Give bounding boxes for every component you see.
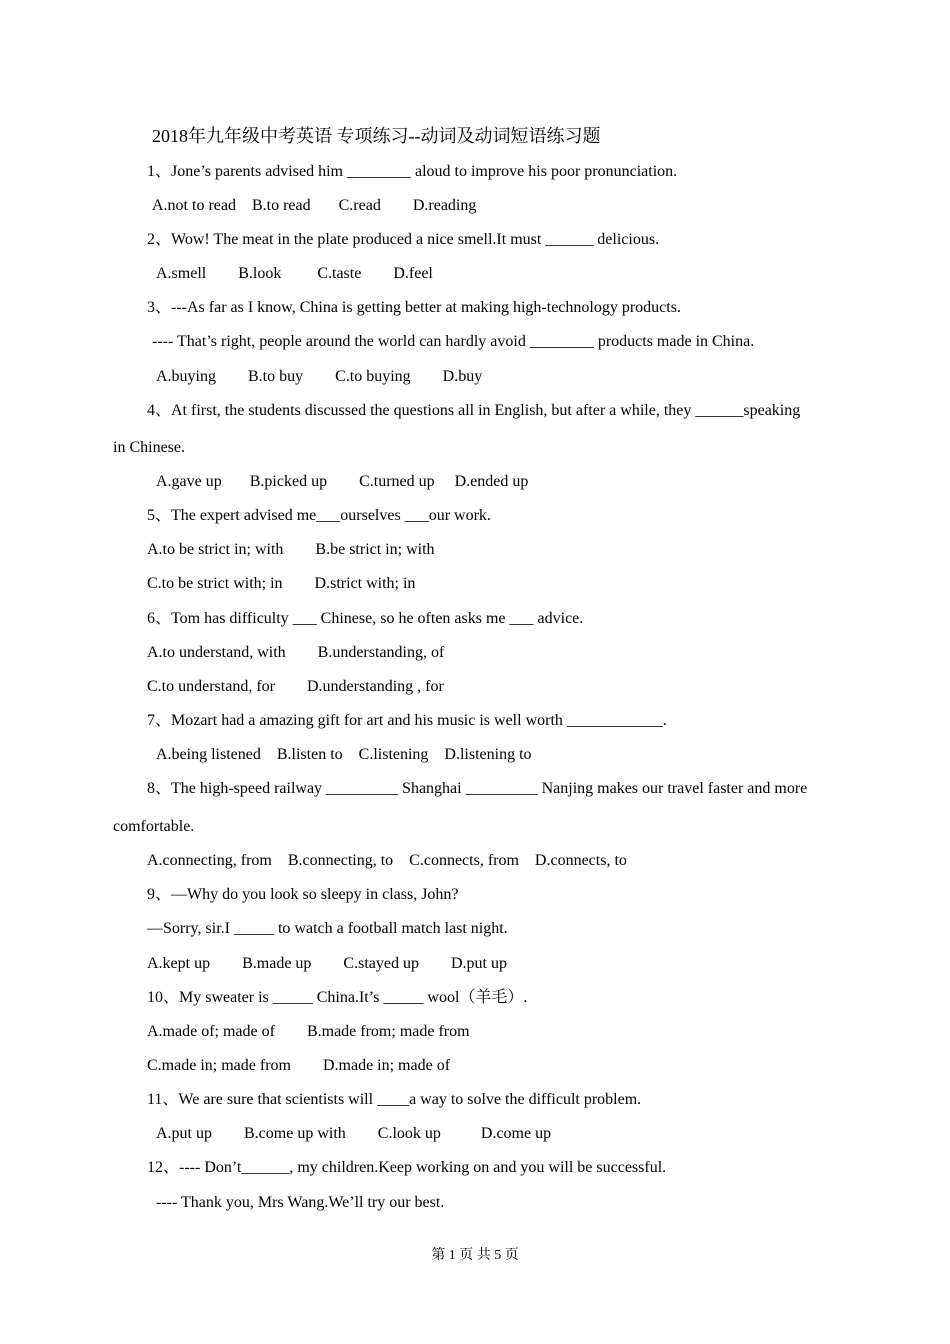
question-8-options: A.connecting, from B.connecting, to C.connects, from D.connects, to	[147, 852, 627, 869]
question-10-options-ab: A.made of; made of B.made from; made from	[147, 1023, 470, 1040]
question-1-options: A.not to read B.to read C.read D.reading	[152, 197, 477, 214]
question-8-continued: comfortable.	[113, 818, 195, 835]
question-12: 12、---- Don’t______, my children.Keep working on and you will be successful.	[147, 1159, 667, 1176]
question-9-options: A.kept up B.made up C.stayed up D.put up	[147, 955, 507, 972]
question-10-options-cd: C.made in; made from D.made in; made of	[147, 1057, 451, 1074]
question-5-options-ab: A.to be strict in; with B.be strict in; with	[147, 541, 435, 558]
question-6: 6、Tom has difficulty ___ Chinese, so he often asks me ___ advice.	[147, 610, 584, 627]
page-footer: 第 1 页 共 5 页	[431, 1248, 519, 1263]
question-2: 2、Wow! The meat in the plate produced a nice smell.It must ______ delicious.	[147, 231, 660, 248]
question-9: 9、—Why do you look so sleepy in class, John?	[147, 886, 459, 903]
question-12-reply: ---- Thank you, Mrs Wang.We’ll try our best.	[156, 1194, 445, 1211]
question-6-options-cd: C.to understand, for D.understanding , for	[147, 678, 444, 695]
question-9-reply: —Sorry, sir.I _____ to watch a football match last night.	[147, 920, 508, 937]
question-7: 7、Mozart had a amazing gift for art and his music is well worth ____________.	[147, 712, 667, 729]
question-3: 3、---As far as I know, China is getting better at making high-technology products.	[147, 299, 681, 316]
question-10: 10、My sweater is _____ China.It’s _____ wool（羊毛）.	[147, 989, 528, 1006]
question-11-options: A.put up B.come up with C.look up D.come up	[156, 1125, 552, 1142]
question-4-continued: in Chinese.	[113, 439, 185, 456]
question-3-reply: ---- That’s right, people around the world can hardly avoid ________ products made in China.	[152, 333, 755, 350]
question-5-options-cd: C.to be strict with; in D.strict with; in	[147, 575, 416, 592]
question-8: 8、The high-speed railway _________ Shanghai _________ Nanjing makes our travel faster and more	[147, 780, 808, 797]
question-4: 4、At first, the students discussed the questions all in English, but after a while, they ______speaking	[147, 402, 801, 419]
question-2-options: A.smell B.look C.taste D.feel	[156, 265, 433, 282]
question-4-options: A.gave up B.picked up C.turned up D.ended up	[156, 473, 529, 490]
question-7-options: A.being listened B.listen to C.listening D.listening to	[156, 746, 532, 763]
question-11: 11、We are sure that scientists will ____a way to solve the difficult problem.	[147, 1091, 642, 1108]
question-5: 5、The expert advised me___ourselves ___our work.	[147, 507, 491, 524]
question-1: 1、Jone’s parents advised him ________ aloud to improve his poor pronunciation.	[147, 163, 678, 180]
question-3-options: A.buying B.to buy C.to buying D.buy	[156, 368, 483, 385]
question-6-options-ab: A.to understand, with B.understanding, of	[147, 644, 445, 661]
document-title: 2018年九年级中考英语 专项练习--动词及动词短语练习题	[152, 126, 601, 146]
